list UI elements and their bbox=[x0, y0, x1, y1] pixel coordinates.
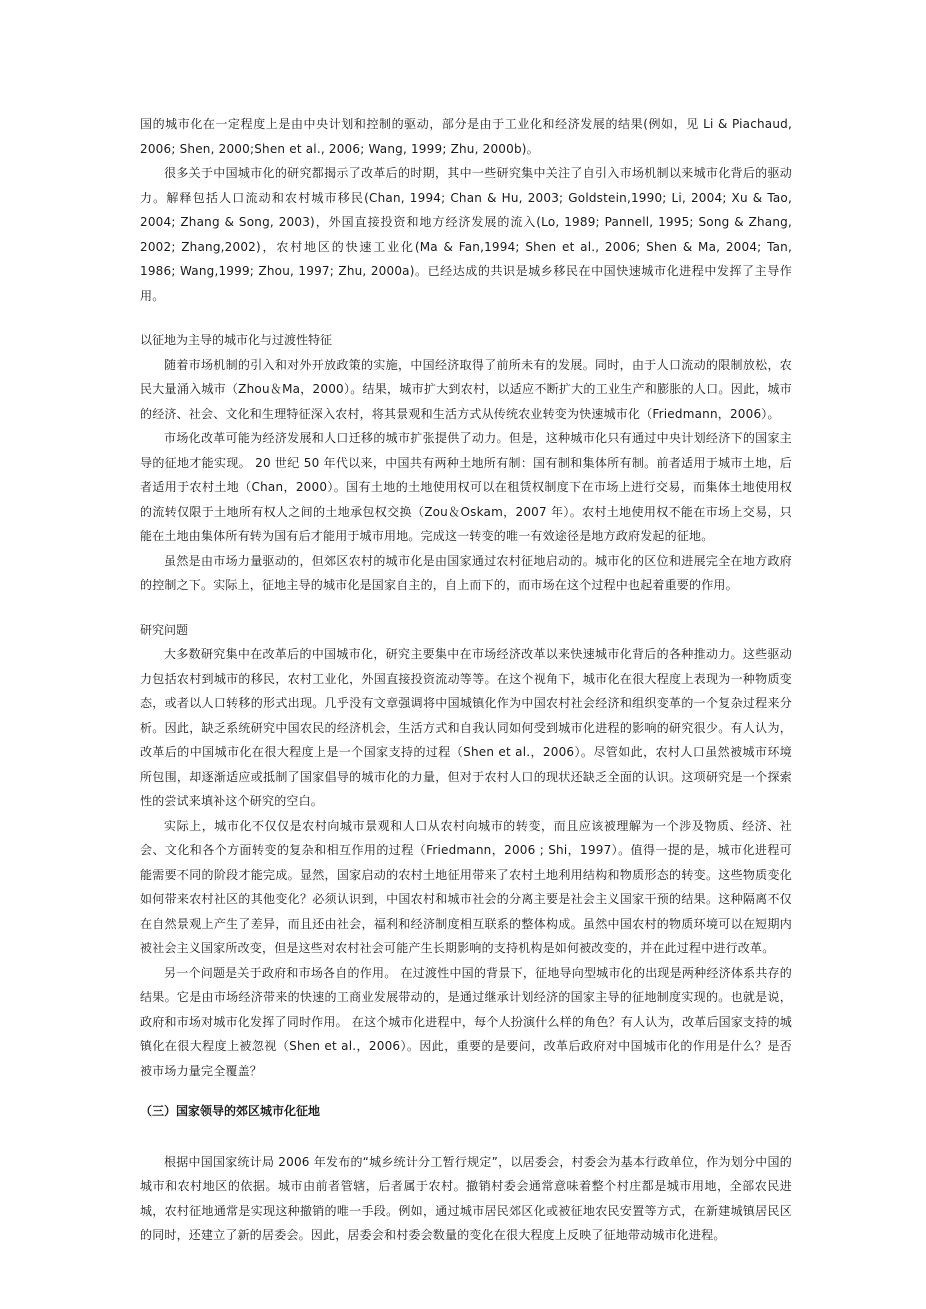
section1-paragraph-3: 虽然是由市场力量驱动的，但郊区农村的城市化是由国家通过农村征地启动的。城市化的区位和进展完全在地方政府的控制之下。实际上，征地主导的城市化是国家自主的，自上而下的，而市场在这个过程中也起着重要的作用。 bbox=[140, 553, 792, 592]
section2-paragraph-3: 另一个问题是关于政府和市场各自的作用。 在过渡性中国的背景下，征地导向型城市化的出现是两种经济体系共存的结果。它是由市场经济带来的快速的工商业发展带动的，是通过继承计划经济的国家主导的征地制度实现的。也就是说，政府和市场对城市化发挥了同时作用。 在这个城市化进程中，每个人扮演什么样的角色？有人认为，改革后国家支持的城镇化在很大程度上被忽视（Shen et al.，2006）。因此，重要的是要问，改革后政府对中国城市化的作用是什么？是否被市场力量完全覆盖？ bbox=[140, 965, 792, 1078]
document-page bbox=[140, 112, 792, 1248]
section1-paragraph-2: 市场化改革可能为经济发展和人口迁移的城市扩张提供了动力。但是，这种城市化只有通过中央计划经济下的国家主导的征地才能实现。 20 世纪 50 年代以来，中国共有两种土地所有制：国有制和集体所有制。前者适用于城市土地，后者适用于农村土地（Chan，2000）。国有土地的土地使用权可以在租赁权制度下在市场上进行交易，而集体土地使用权的流转仅限于土地所有权人之间的土地承包权交换（Zou＆Oskam，2007 年）。农村土地使用权不能在市场上交易，只能在土地由集体所有转为国有后才能用于城市用地。完成这一转变的唯一有效途径是地方政府发起的征地。 bbox=[140, 431, 792, 543]
section2-paragraph-1: 大多数研究集中在改革后的中国城市化，研究主要集中在市场经济改革以来快速城市化背后的各种推动力。这些驱动力包括农村到城市的移民，农村工业化，外国直接投资流动等等。在这个视角下，城市化在很大程度上表现为一种物质变态，或者以人口转移的形式出现。几乎没有文章强调将中国城镇化作为中国农村社会经济和组织变革的一个复杂过程来分析。因此，缺乏系统研究中国农民的经济机会，生活方式和自我认同如何受到城市化进程的影响的研究很少。有人认为，改革后的中国城市化在很大程度上是一个国家支持的过程（Shen et al.，2006）。尽管如此，农村人口虽然被城市环境所包围，却逐渐适应或抵制了国家倡导的城市化的力量，但对于农村人口的现状还缺乏全面的认识。这项研究是一个探索性的尝试来填补这个研究的空白。 bbox=[140, 647, 792, 808]
section1-paragraph-1: 随着市场机制的引入和对外开放政策的实施，中国经济取得了前所未有的发展。同时，由于人口流动的限制放松，农民大量涌入城市（Zhou＆Ma，2000）。结果，城市扩大到农村，以适应不断扩大的工业生产和膨胀的人口。因此，城市的经济、社会、文化和生理特征深入农村，将其景观和生活方式从传统农业转变为快速城市化（Friedmann，2006）。 bbox=[140, 357, 792, 421]
intro-paragraph-1: 国的城市化在一定程度上是由中央计划和控制的驱动，部分是由于工业化和经济发展的结果(例如，见 Li & Piachaud, 2006; Shen, 2000;Shen et al., 2006; Wang, 1999; Zhu, 2000b)。 bbox=[140, 117, 792, 156]
section-heading-state-led-suburban: （三）国家领导的郊区城市化征地 bbox=[140, 1104, 321, 1118]
section-heading-land-acquisition: 以征地为主导的城市化与过渡性特征 bbox=[140, 333, 333, 347]
section2-paragraph-2: 实际上，城市化不仅仅是农村向城市景观和人口从农村向城市的转变，而且应该被理解为一个涉及物质、经济、社会、文化和各个方面转变的复杂和相互作用的过程（Friedmann，2006 ; Shi，1997）。值得一提的是，城市化进程可能需要不同的阶段才能完成。显然，国家启动的农村土地征用带来了农村土地利用结构和物质形态的转变。这些物质变化如何带来农村社区的其他变化？必须认识到，中国农村和城市社会的分离主要是社会主义国家干预的结果。这种隔离不仅在自然景观上产生了差异，而且还由社会，福利和经济制度相互联系的整体构成。虽然中国农村的物质环境可以在短期内被社会主义国家所改变，但是这些对农村社会可能产生长期影响的支持机构是如何被改变的，并在此过程中进行改革。 bbox=[140, 818, 792, 955]
section3-paragraph-1: 根据中国国家统计局 2006 年发布的“城乡统计分工暂行规定”，以居委会，村委会为基本行政单位，作为划分中国的城市和农村地区的依据。城市由前者管辖，后者属于农村。撤销村委会通常意味着整个村庄都是城市用地，全部农民进城，农村征地通常是实现这种撤销的唯一手段。例如，通过城市居民郊区化或被征地农民安置等方式，在新建城镇居民区的同时，还建立了新的居委会。因此，居委会和村委会数量的变化在很大程度上反映了征地带动城市化进程。 bbox=[140, 1154, 792, 1242]
section-heading-research-questions: 研究问题 bbox=[140, 622, 189, 637]
intro-paragraph-2: 很多关于中国城市化的研究都揭示了改革后的时期，其中一些研究集中关注了自引入市场机制以来城市化背后的驱动力。解释包括人口流动和农村城市移民(Chan, 1994; Chan & Hu, 2003; Goldstein,1990; Li, 2004; Xu & Tao, 2004; Zhang & Song, 2003)，外国直接投资和地方经济发展的流入(Lo, 1989; Pannell, 1995; Song & Zhang, 2002; Zhang,2002)，农村地区的快速工业化(Ma & Fan,1994; Shen et al., 2006; Shen & Ma, 2004; Tan, 1986; Wang,1999; Zhou, 1997; Zhu, 2000a)。已经达成的共识是城乡移民在中国快速城市化进程中发挥了主导作用。 bbox=[140, 166, 792, 303]
